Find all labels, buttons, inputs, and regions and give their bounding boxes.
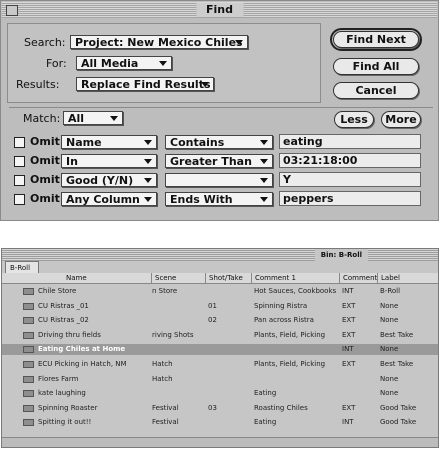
operator-popup[interactable] <box>165 135 273 149</box>
cell-comment1: Spinning Ristra <box>254 301 308 310</box>
popup-arrow-icon <box>159 61 167 66</box>
cell-comment: INT <box>342 418 354 427</box>
cell-shot <box>208 286 252 297</box>
column-header-name[interactable]: Name <box>2 273 152 284</box>
cell-name: Spitting it out!! <box>38 418 92 427</box>
operator-popup[interactable] <box>165 154 273 168</box>
clip-icon <box>23 361 34 368</box>
clip-icon <box>23 405 34 412</box>
cell-scene <box>152 344 206 355</box>
bin-titlebar[interactable] <box>2 249 438 261</box>
popup-arrow-icon <box>144 178 152 183</box>
clip-icon <box>23 419 34 426</box>
column-popup[interactable] <box>61 173 157 187</box>
cell-scene <box>152 301 206 312</box>
cell-name: Flores Farm <box>38 374 79 383</box>
cell-comment: EXT <box>342 330 356 339</box>
cell-scene: Festival <box>152 403 179 412</box>
cancel-button[interactable]: Cancel <box>333 82 419 99</box>
popup-arrow-icon <box>144 197 152 202</box>
omit-checkbox[interactable] <box>14 175 25 186</box>
column-header-scene[interactable]: Scene <box>152 273 206 284</box>
search-options-group <box>7 23 321 103</box>
cell-label: Good Take <box>380 418 417 427</box>
divider <box>9 107 433 108</box>
popup-arrow-icon <box>144 140 152 145</box>
results-popup[interactable] <box>76 77 214 91</box>
column-header-label[interactable]: Label <box>378 273 439 284</box>
cell-label: None <box>380 374 399 383</box>
popup-arrow-icon <box>201 82 209 87</box>
cell-comment1: Plants, Field, Picking <box>254 330 326 339</box>
table-row[interactable] <box>2 403 439 414</box>
column-popup[interactable] <box>61 135 157 149</box>
cell-shot <box>208 417 252 428</box>
cell-name: CU Ristras _02 <box>38 316 89 325</box>
cell-scene: Hatch <box>152 360 173 368</box>
omit-checkbox[interactable] <box>14 137 25 148</box>
cell-label: None <box>380 301 399 310</box>
cell-scene: Festival <box>152 418 179 427</box>
match-label: Match: <box>23 112 61 125</box>
criteria-value-field[interactable]: Y <box>279 172 421 187</box>
cell-comment <box>342 374 378 385</box>
table-row[interactable] <box>2 301 439 312</box>
operator-popup[interactable] <box>165 173 273 187</box>
cell-name: Spinning Roaster <box>38 403 98 412</box>
cell-comment1: Hot Sauces, Cookbooks <box>254 287 337 295</box>
column-popup-value: Good (Y/N) <box>66 174 134 187</box>
column-popup-value: Any Column <box>66 193 140 206</box>
cell-name: Eating Chiles at Home <box>38 345 126 354</box>
find-dialog <box>0 0 439 221</box>
less-button[interactable]: Less <box>334 111 374 128</box>
operator-popup-value: Ends With <box>170 193 233 206</box>
cell-shot: 02 <box>208 316 217 325</box>
more-button[interactable]: More <box>381 111 421 128</box>
cell-comment1: Plants, Field, Picking <box>254 360 326 368</box>
popup-arrow-icon <box>235 40 243 45</box>
cell-comment: INT <box>342 287 354 295</box>
column-header-comment[interactable]: Comment <box>340 273 378 284</box>
column-header-comment-1[interactable]: Comment 1 <box>252 273 340 284</box>
clip-icon <box>23 346 34 353</box>
match-popup-value: All <box>68 112 85 125</box>
cell-label: Best Take <box>380 330 414 339</box>
clip-icon <box>23 288 34 295</box>
cell-scene: n Store <box>152 287 178 295</box>
criteria-value-field[interactable]: 03:21:18:00 <box>279 153 421 168</box>
cell-comment: EXT <box>342 301 356 310</box>
popup-arrow-icon <box>260 140 268 145</box>
cell-comment1 <box>254 374 340 385</box>
cell-comment: INT <box>342 345 354 354</box>
cell-comment1: Eating <box>254 389 277 398</box>
popup-arrow-icon <box>260 197 268 202</box>
operator-popup-value: Contains <box>170 136 225 149</box>
column-popup-value: Name <box>66 136 102 149</box>
omit-label: Omit <box>30 135 60 148</box>
cell-shot <box>208 330 252 341</box>
table-row[interactable] <box>2 286 439 297</box>
cell-shot: 01 <box>208 301 217 310</box>
clip-icon <box>23 303 34 310</box>
operator-popup-value: Greater Than <box>170 155 252 168</box>
cell-name: Driving thru fields <box>38 330 101 339</box>
cell-label: B-Roll <box>380 287 401 295</box>
table-row[interactable] <box>2 359 439 370</box>
table-row[interactable] <box>2 315 439 326</box>
table-row[interactable] <box>2 330 439 341</box>
clip-icon <box>23 317 34 324</box>
cell-name: ECU Picking in Hatch, NM <box>38 360 127 368</box>
cell-comment: EXT <box>342 316 356 325</box>
cell-comment1: Roasting Chiles <box>254 403 308 412</box>
cell-comment1: Eating <box>254 418 277 427</box>
bin-tab[interactable]: B-Roll <box>5 261 39 273</box>
find-title: Find <box>196 3 243 17</box>
cell-name: kate laughing <box>38 389 86 398</box>
cell-scene: Hatch <box>152 374 173 383</box>
for-popup[interactable] <box>76 56 172 70</box>
bin-title: Bin: B-Roll <box>315 249 368 261</box>
cell-shot <box>208 344 252 355</box>
results-label: Results: <box>16 78 60 91</box>
search-label: Search: <box>24 36 66 49</box>
clip-icon <box>23 390 34 397</box>
popup-arrow-icon <box>144 159 152 164</box>
horizontal-scrollbar[interactable] <box>2 437 439 447</box>
match-popup[interactable] <box>63 111 123 125</box>
cell-name: CU Ristras _01 <box>38 301 89 310</box>
cell-shot <box>208 359 252 370</box>
for-label: For: <box>46 57 67 70</box>
column-header-shot-take[interactable]: Shot/Take <box>206 273 252 284</box>
close-box-icon[interactable] <box>6 5 18 16</box>
cell-shot <box>208 388 252 399</box>
cell-comment1: Pan across Ristra <box>254 316 314 325</box>
popup-arrow-icon <box>260 159 268 164</box>
table-row[interactable] <box>2 388 439 399</box>
clip-icon <box>23 332 34 339</box>
find-next-button[interactable]: Find Next <box>333 31 419 48</box>
cell-name: Chile Store <box>38 287 77 295</box>
bin-window <box>1 248 439 448</box>
cell-comment: EXT <box>342 360 356 368</box>
cell-comment <box>342 388 378 399</box>
cell-comment: EXT <box>342 403 356 412</box>
omit-label: Omit <box>30 154 60 167</box>
search-popup-value: Project: New Mexico Chiles <box>75 36 243 49</box>
cell-shot <box>208 374 252 385</box>
table-row[interactable] <box>2 417 439 428</box>
omit-checkbox[interactable] <box>14 194 25 205</box>
omit-checkbox[interactable] <box>14 156 25 167</box>
omit-label: Omit <box>30 173 60 186</box>
cell-label: None <box>380 389 399 398</box>
cell-label: None <box>380 345 399 354</box>
column-popup[interactable] <box>61 154 157 168</box>
cell-scene <box>152 388 206 399</box>
find-titlebar[interactable] <box>2 2 437 18</box>
criteria-value-field[interactable]: peppers <box>279 191 421 206</box>
results-popup-value: Replace Find Results <box>81 78 211 91</box>
cell-label: None <box>380 316 399 325</box>
search-popup[interactable] <box>70 35 248 49</box>
column-popup[interactable] <box>61 192 157 206</box>
cell-label: Good Take <box>380 403 417 412</box>
for-popup-value: All Media <box>81 57 139 70</box>
operator-popup[interactable] <box>165 192 273 206</box>
cell-shot: 03 <box>208 403 217 412</box>
popup-arrow-icon <box>260 178 268 183</box>
popup-arrow-icon <box>110 116 118 121</box>
table-row[interactable] <box>2 374 439 385</box>
clip-icon <box>23 376 34 383</box>
table-row[interactable] <box>2 344 439 355</box>
find-all-button[interactable]: Find All <box>333 58 419 75</box>
criteria-value-field[interactable]: eating <box>279 134 421 149</box>
cell-scene <box>152 315 206 326</box>
omit-label: Omit <box>30 192 60 205</box>
cell-label: Best Take <box>380 360 414 368</box>
cell-comment1 <box>254 344 340 355</box>
cell-scene: riving Shots <box>152 330 194 339</box>
column-popup-value: In <box>66 155 78 168</box>
